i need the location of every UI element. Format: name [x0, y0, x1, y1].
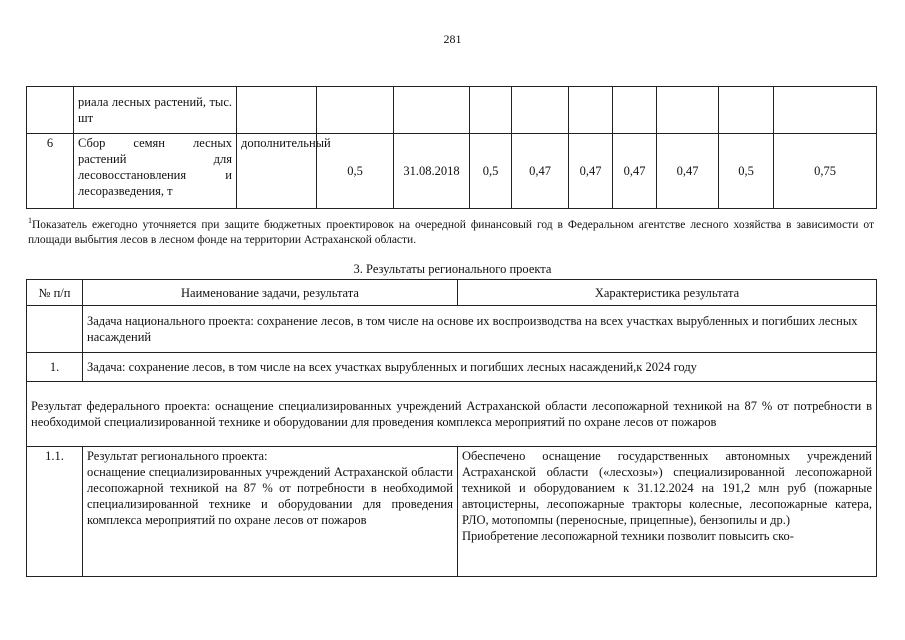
header-number: № п/п — [27, 280, 83, 306]
footnote — [28, 213, 874, 248]
header-task: Наименование задачи, результата — [83, 280, 458, 306]
table-row — [27, 306, 877, 353]
base-date: 31.08.2018 — [394, 134, 470, 209]
value-cell: 0,47 — [613, 134, 657, 209]
characteristic-paragraph: Приобретение лесопожарной техники позволит повысить ско- — [462, 529, 794, 543]
results-table — [26, 279, 877, 577]
characteristic-paragraph: Обеспечено оснащение государственных автономных учреждений Астраханской области («лесхозы») специализированной лесопожарной техникой и оборудованием к 31.12.2024 на 191,2 млн руб (пожарные автоцистерны, лесопожарные тракторы колесные, лесопожарные катера, РЛО, мотопомпы (переносные, прицепные), бензопилы и др.) — [462, 449, 872, 527]
row-number: 1.1. — [27, 447, 83, 577]
table-row — [27, 382, 877, 447]
footnote-mark: 1 — [28, 216, 32, 225]
task-text: Задача: сохранение лесов, в том числе на всех участках вырубленных и погибших лесных насаждений,к 2024 году — [83, 353, 877, 382]
indicators-table — [26, 86, 877, 209]
header-characteristic: Характеристика результата — [458, 280, 877, 306]
table-header-row — [27, 280, 877, 306]
national-task: Задача национального проекта: сохранение лесов, в том числе на основе их воспроизводства на всех участках вырубленных и погибших лесных насаждений — [83, 306, 877, 353]
table-row — [27, 447, 877, 577]
regional-result — [83, 447, 458, 577]
regional-result-text: оснащение специализированных учреждений Астраханской области лесопожарной техникой на 87 % от потребности в необходимой специализированной технике и оборудовании для проведения комплекса мероприятий по охране лесов от пожаров — [87, 465, 453, 527]
table-row — [27, 353, 877, 382]
federal-result: Результат федерального проекта: оснащение специализированных учреждений Астраханской области лесопожарной техникой на 87 % от потребности в необходимой специализированной технике и оборудовании для проведения комплекса мероприятий по охране лесов от пожаров — [27, 382, 877, 447]
indicator-type: дополнительный — [237, 134, 317, 209]
table-row — [27, 134, 877, 209]
indicator-name: риала лесных растений, тыс. шт — [74, 87, 237, 134]
page-number: 281 — [443, 32, 462, 46]
row-number: 6 — [27, 134, 74, 209]
value-cell: 0,5 — [719, 134, 774, 209]
row-number: 1. — [27, 353, 83, 382]
regional-result-label: Результат регионального проекта: — [87, 449, 268, 463]
value-cell: 0,75 — [774, 134, 877, 209]
value-cell: 0,5 — [470, 134, 512, 209]
footnote-text: Показатель ежегодно уточняется при защите бюджетных проектировок на очередной финансовый год в Федеральном агентстве лесного хозяйства в зависимости от площади выбытия лесов в лесном фонде на территории Астраханской области. — [28, 218, 874, 246]
result-characteristic — [458, 447, 877, 577]
table-row — [27, 87, 877, 134]
section-title: 3. Результаты регионального проекта — [353, 262, 552, 276]
value-cell: 0,47 — [512, 134, 569, 209]
value-cell: 0,47 — [657, 134, 719, 209]
base-value: 0,5 — [317, 134, 394, 209]
value-cell: 0,47 — [569, 134, 613, 209]
indicator-name: Сбор семян лесных растений для лесовосстановления и лесоразведения, т — [74, 134, 237, 209]
